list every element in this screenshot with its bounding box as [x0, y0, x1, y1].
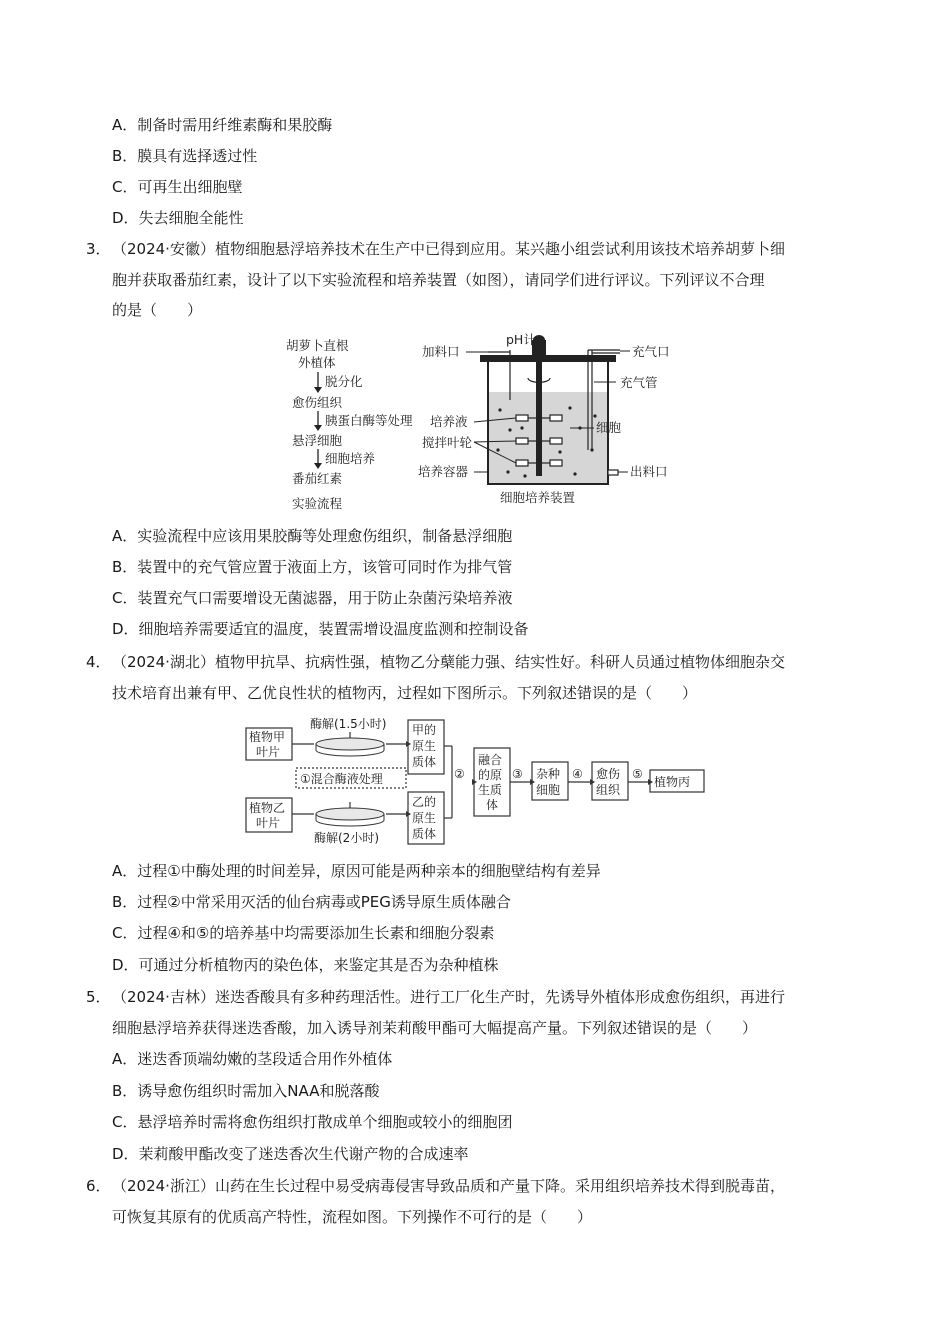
q4-stem-line2: 技术培育出兼有甲、乙优良性状的植物丙，过程如下图所示。下列叙述错误的是（ ） — [112, 684, 698, 702]
q3-flow-step2: 胰蛋白酶等处理 — [325, 413, 413, 428]
q4-fused-3: 生质 — [478, 783, 503, 797]
q4-option-c: C．过程④和⑤的培养基中均需要添加生长素和细胞分裂素 — [112, 924, 495, 942]
q4-stem-line1: （2024·湖北）植物甲抗旱、抗病性强，植物乙分蘖能力强、结实性好。科研人员通过植物体细胞杂交 — [112, 653, 785, 671]
q3-device-gas-tube: 充气管 — [620, 375, 658, 390]
q3-device-cells: 细胞 — [596, 420, 622, 435]
q3-option-b: B．装置中的充气管应置于液面上方，该管可同时作为排气管 — [112, 558, 513, 576]
q4-enzyme-a: 酶解(1.5小时) — [310, 717, 387, 731]
q4-hybrid-1: 杂种 — [536, 767, 561, 781]
q3-device-impeller: 搅拌叶轮 — [422, 435, 473, 450]
bioreactor-diagram — [466, 335, 630, 484]
q2-option-b: B．膜具有选择透过性 — [112, 147, 258, 165]
q3-flow-caption: 实验流程 — [292, 496, 343, 511]
q3-figure — [270, 330, 690, 515]
q4-callus-2: 组织 — [596, 783, 621, 797]
q4-plant-c: 植物丙 — [654, 775, 691, 789]
q3-device-caption: 细胞培养装置 — [500, 490, 576, 505]
q4-enzyme-b: 酶解(2小时) — [314, 831, 379, 845]
q3-option-d: D．细胞培养需要适宜的温度，装置需增设温度监测和控制设备 — [112, 620, 529, 638]
q2-option-c: C．可再生出细胞壁 — [112, 178, 243, 196]
q4-step3: ③ — [512, 767, 523, 781]
q3-flow-step1: 脱分化 — [325, 374, 363, 389]
q3-device-container: 培养容器 — [418, 464, 469, 479]
q4-proto-a-1: 甲的 — [412, 723, 437, 737]
q5-option-b: B．诱导愈伤组织时需加入NAA和脱落酸 — [112, 1082, 380, 1100]
q4-option-b: B．过程②中常采用灭活的仙台病毒或PEG诱导原生质体融合 — [112, 893, 511, 911]
q3-option-a: A．实验流程中应该用果胶酶等处理愈伤组织，制备悬浮细胞 — [112, 527, 513, 545]
q4-proto-a-3: 质体 — [412, 755, 437, 769]
q4-figure — [240, 712, 710, 852]
q2-option-a: A．制备时需用纤维素酶和果胶酶 — [112, 116, 333, 134]
q5-option-c: C．悬浮培养时需将愈伤组织打散成单个细胞或较小的细胞团 — [112, 1113, 513, 1131]
q3-flow-node1: 愈伤组织 — [292, 395, 343, 410]
q3-stem-line3: 的是（ ） — [112, 301, 203, 319]
q5-option-d: D．茉莉酸甲酯改变了迷迭香次生代谢产物的合成速率 — [112, 1145, 469, 1163]
q4-number: 4． — [86, 653, 111, 671]
q4-step2: ② — [454, 767, 465, 781]
q6-stem-line2: 可恢复其原有的优质高产特性，流程如图。下列操作不可行的是（ ） — [112, 1208, 593, 1226]
q4-step5: ⑤ — [632, 767, 643, 781]
q6-stem-line1: （2024·浙江）山药在生长过程中易受病毒侵害导致品质和产量下降。采用组织培养技术得到脱毒苗， — [112, 1177, 785, 1195]
q5-stem-line2: 细胞悬浮培养获得迷迭香酸，加入诱导剂茉莉酸甲酯可大幅提高产量。下列叙述错误的是（ ） — [112, 1019, 758, 1037]
q5-option-a: A．迷迭香顶端幼嫩的茎段适合用作外植体 — [112, 1050, 393, 1068]
q4-fused-2: 的原 — [478, 768, 503, 782]
q4-leaf-a-line1: 植物甲 — [249, 730, 286, 744]
q3-flow-node2: 悬浮细胞 — [292, 433, 343, 448]
q3-flow-start1: 胡萝卜直根 — [286, 338, 349, 353]
q3-device-outlet: 出料口 — [630, 464, 668, 479]
q3-flow-node3: 番茄红素 — [292, 471, 343, 486]
q4-step4: ④ — [572, 767, 583, 781]
q4-leaf-a-line2: 叶片 — [256, 745, 281, 759]
q5-stem-line1: （2024·吉林）迷迭香酸具有多种药理活性。进行工厂化生产时，先诱导外植体形成愈伤组织，再进行 — [112, 988, 785, 1006]
q4-proto-b-3: 质体 — [412, 827, 437, 841]
q4-leaf-b-line2: 叶片 — [256, 816, 281, 830]
q3-flow-start2: 外植体 — [298, 355, 336, 370]
q3-device-gas-in: 充气口 — [632, 344, 670, 359]
q6-number: 6． — [86, 1177, 111, 1195]
q3-device-inlet: 加料口 — [422, 344, 460, 359]
q4-step1: ①混合酶液处理 — [300, 772, 383, 786]
q3-option-c: C．装置充气口需要增设无菌滤器，用于防止杂菌污染培养液 — [112, 589, 513, 607]
q3-device-medium: 培养液 — [430, 414, 468, 429]
q2-option-d: D．失去细胞全能性 — [112, 209, 244, 227]
q4-callus-1: 愈伤 — [596, 767, 621, 781]
q5-number: 5． — [86, 988, 111, 1006]
q3-stem-line2: 胞并获取番茄红素，设计了以下实验流程和培养装置（如图），请同学们进行评议。下列评议不合理 — [112, 271, 765, 289]
q3-flow-step3: 细胞培养 — [325, 451, 376, 466]
q4-proto-b-2: 原生 — [412, 811, 437, 825]
q4-leaf-b-line1: 植物乙 — [249, 801, 286, 815]
q4-proto-b-1: 乙的 — [412, 795, 437, 809]
q4-fused-4: 体 — [486, 798, 499, 812]
q4-proto-a-2: 原生 — [412, 739, 437, 753]
q4-option-a: A．过程①中酶处理的时间差异，原因可能是两种亲本的细胞壁结构有差异 — [112, 862, 601, 880]
q3-device-ph: pH计 — [506, 332, 536, 347]
q4-option-d: D．可通过分析植物丙的染色体，来鉴定其是否为杂种植株 — [112, 956, 499, 974]
q3-number: 3． — [86, 240, 111, 258]
q4-hybrid-2: 细胞 — [536, 783, 561, 797]
q4-fused-1: 融合 — [478, 753, 503, 767]
q3-stem-line1: （2024·安徽）植物细胞悬浮培养技术在生产中已得到应用。某兴趣小组尝试利用该技术培养胡萝卜细 — [112, 240, 785, 258]
